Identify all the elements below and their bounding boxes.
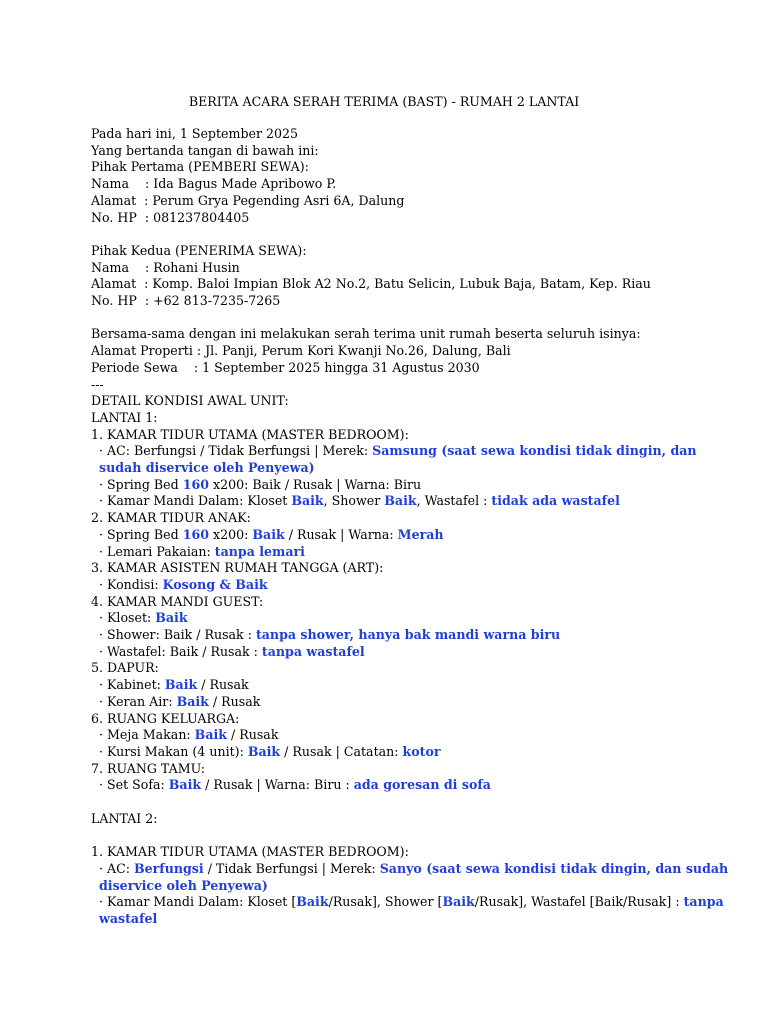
bed-size: 160	[182, 476, 209, 492]
l1-room6-kursi: · Kursi Makan (4 unit): Baik / Rusak | Catatan: kotor	[99, 743, 441, 759]
l1-room5-kabinet: · Kabinet: Baik / Rusak	[99, 677, 249, 693]
l1-room4-wastafel: · Wastafel: Baik / Rusak : tanpa wastafel	[99, 643, 365, 659]
l1-room2-lemari: · Lemari Pakaian: tanpa lemari	[99, 543, 305, 559]
spacer	[91, 827, 731, 844]
lantai2-heading: LANTAI 2:	[91, 810, 158, 826]
pihak-pertama-hp: No. HP : 081237804405	[91, 209, 250, 225]
intro-signed: Yang bertanda tangan di bawah ini:	[91, 142, 319, 158]
l1-room1-bathroom: · Kamar Mandi Dalam: Kloset Baik, Shower Baik, Wastafel : tidak ada wastafel	[99, 493, 620, 509]
l1-room7-heading: 7. RUANG TAMU:	[91, 760, 206, 776]
spacer	[91, 226, 731, 243]
detail-heading: DETAIL KONDISI AWAL UNIT:	[91, 393, 289, 409]
l2-room1-heading: 1. KAMAR TIDUR UTAMA (MASTER BEDROOM):	[91, 844, 409, 860]
l1-room5-keran: · Keran Air: Baik / Rusak	[99, 693, 261, 709]
properti-statement: Bersama-sama dengan ini melakukan serah terima unit rumah beserta seluruh isinya:	[91, 326, 641, 342]
pihak-pertama-nama: Nama : Ida Bagus Made Apribowo P.	[91, 176, 337, 192]
l1-room7-sofa: · Set Sofa: Baik / Rusak | Warna: Biru : ada goresan di sofa	[99, 777, 491, 793]
l1-room1-bed: · Spring Bed 160 x200: Baik / Rusak | Warna: Biru	[99, 476, 422, 492]
l1-room1-heading: 1. KAMAR TIDUR UTAMA (MASTER BEDROOM):	[91, 426, 409, 442]
separator: ---	[91, 376, 104, 392]
l1-room3-kondisi: · Kondisi: Kosong & Baik	[99, 576, 268, 592]
l1-room6-heading: 6. RUANG KELUARGA:	[91, 710, 240, 726]
pihak-kedua-nama: Nama : Rohani Husin	[91, 259, 240, 275]
l1-room3-heading: 3. KAMAR ASISTEN RUMAH TANGGA (ART):	[91, 560, 384, 576]
l1-room1-ac: · AC: Berfungsi / Tidak Berfungsi | Merek: Samsung (saat sewa kondisi tidak dingin, dan sudah diservice oleh Penyewa)	[99, 443, 701, 476]
l1-room2-heading: 2. KAMAR TIDUR ANAK:	[91, 510, 251, 526]
document-title: BERITA ACARA SERAH TERIMA (BAST) - RUMAH 2 LANTAI	[188, 94, 580, 109]
ac-brand-note: Samsung (saat sewa kondisi tidak dingin, dan sudah diservice oleh Penyewa)	[99, 443, 701, 476]
l1-room2-bed: · Spring Bed 160 x200: Baik / Rusak | Warna: Merah	[99, 526, 444, 542]
intro-date: Pada hari ini, 1 September 2025	[91, 126, 299, 141]
spacer	[91, 794, 731, 811]
l1-room6-meja: · Meja Makan: Baik / Rusak	[99, 727, 279, 743]
l2-room1-bathroom: · Kamar Mandi Dalam: Kloset [Baik/Rusak], Shower [Baik/Rusak], Wastafel [Baik/Rusak] : tanpa wastafel	[99, 894, 729, 926]
l2-room1-ac: · AC: Berfungsi / Tidak Berfungsi | Merek: Sanyo (saat sewa kondisi tidak dingin, dan sudah diservice oleh Penyewa)	[99, 860, 733, 893]
l1-room4-shower: · Shower: Baik / Rusak : tanpa shower, hanya bak mandi warna biru	[99, 627, 561, 643]
properti-periode: Periode Sewa : 1 September 2025 hingga 31 Agustus 2030	[91, 359, 480, 375]
pihak-kedua-heading: Pihak Kedua (PENERIMA SEWA):	[91, 242, 307, 258]
l1-room4-kloset: · Kloset: Baik	[99, 610, 188, 626]
lantai1-heading: LANTAI 1:	[91, 409, 158, 425]
pihak-pertama-heading: Pihak Pertama (PEMBERI SEWA):	[91, 159, 309, 175]
l1-room5-heading: 5. DAPUR:	[91, 660, 159, 676]
pihak-pertama-alamat: Alamat : Perum Grya Pegending Asri 6A, Dalung	[91, 192, 405, 208]
spacer	[91, 310, 731, 327]
l1-room4-heading: 4. KAMAR MANDI GUEST:	[91, 593, 264, 609]
document-body	[91, 126, 731, 928]
pihak-kedua-hp: No. HP : +62 813-7235-7265	[91, 293, 281, 309]
pihak-kedua-alamat: Alamat : Komp. Baloi Impian Blok A2 No.2, Batu Selicin, Lubuk Baja, Batam, Kep. Riau	[91, 276, 651, 292]
properti-alamat: Alamat Properti : Jl. Panji, Perum Kori Kwanji No.26, Dalung, Bali	[91, 343, 511, 359]
